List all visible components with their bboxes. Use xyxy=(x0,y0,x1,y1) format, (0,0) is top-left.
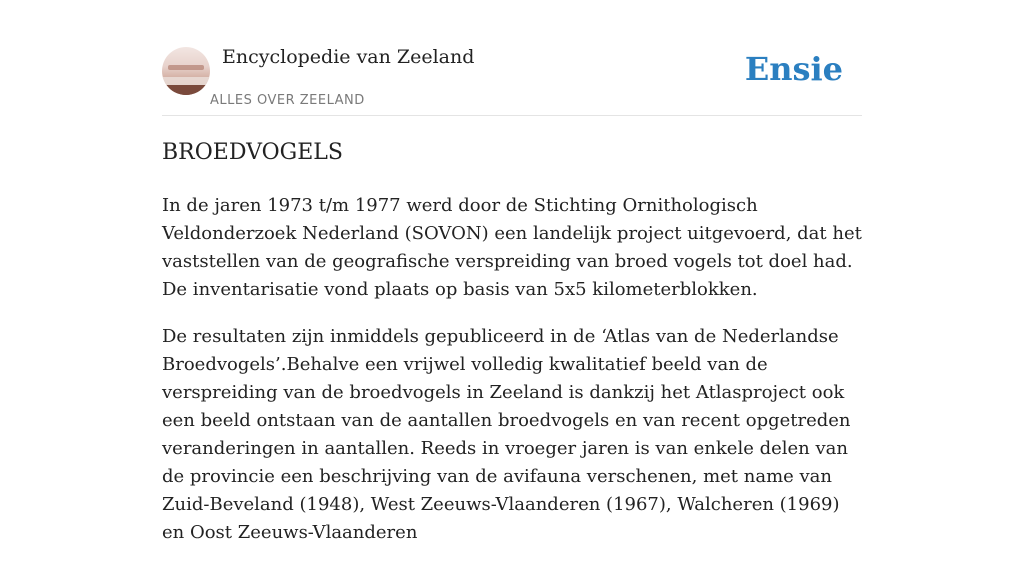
article-body xyxy=(162,192,862,566)
article-title: BROEDVOGELS xyxy=(162,140,343,165)
site-subtitle: ALLES OVER ZEELAND xyxy=(210,93,365,108)
article-paragraph: De resultaten zijn inmiddels gepubliceerd in de ‘Atlas van de Nederlandse Broedvogels’.Behalve een vrijwel volledig kwalitatief beeld van de verspreiding van de broedvogels in Zeeland is dankzij het Atlasproject ook een beeld ontstaan van de aantallen broedvogels en van recent opgetreden veranderingen in aantallen. Reeds in vroeger jaren is van enkele delen van de provincie een beschrijving van de avifauna verschenen, met name van Zuid-Beveland (1948), West Zeeuws-Vlaanderen (1967), Walcheren (1969) en Oost Zeeuws-Vlaanderen xyxy=(162,326,851,543)
thumbnail-band-top xyxy=(168,65,204,70)
article-paragraph: In de jaren 1973 t/m 1977 werd door de Stichting Ornithologisch Veldonderzoek Nederland (SOVON) een landelijk project uitgevoerd, dat het vaststellen van de geografische verspreiding van broed vogels tot doel had. De inventarisatie vond plaats op basis van 5x5 kilometerblokken. xyxy=(162,195,862,300)
book-thumbnail-icon[interactable] xyxy=(162,47,210,95)
page xyxy=(162,0,862,543)
brand-logo[interactable]: Ensie xyxy=(744,50,843,88)
thumbnail-band-bottom xyxy=(162,85,210,95)
thumbnail-band-middle xyxy=(162,77,210,85)
site-title[interactable]: Encyclopedie van Zeeland xyxy=(222,46,475,68)
site-header xyxy=(162,0,862,116)
